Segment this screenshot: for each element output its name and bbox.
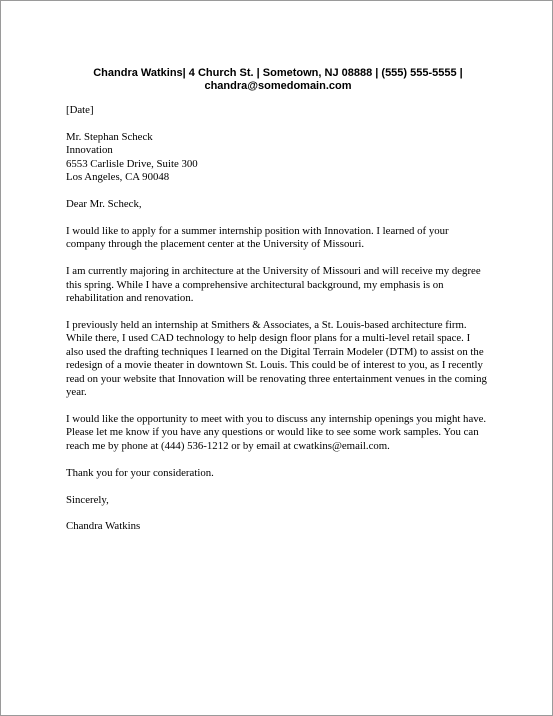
paragraph-contact [66,413,506,453]
paragraph-line: I am currently majoring in architecture at the University of Missouri and will receive my degree [66,265,481,278]
paragraph-line: I would like to apply for a summer internship position with Innovation. I learned of your [66,224,449,237]
salutation: Dear Mr. Scheck, [66,198,142,211]
paragraph-line: also used the drafting techniques I learned on the Digital Terrain Modeler (DTM) to assist on the [66,345,484,358]
thanks-line: Thank you for your consideration. [66,466,214,479]
paragraph-line: redesign of a movie theater in downtown St. Louis. This could be of interest to you, as I recently [66,359,483,372]
paragraph-intro [66,225,506,252]
paragraph-line: reach me by phone at (444) 536-1212 or by email at cwatkins@email.com. [66,439,390,452]
letterhead-email: chandra@somedomain.com [204,80,352,92]
paragraph-line: rehabilitation and renovation. [66,292,194,305]
paragraph-line: read on your website that Innovation will be renovating three entertainment venues in the coming [66,372,487,385]
paragraph-line: I previously held an internship at Smithers & Associates, a St. Louis-based architecture firm. [66,318,467,331]
letterhead-contact-line: Chandra Watkins| 4 Church St. | Sometown, NJ 08888 | (555) 555-5555 | [93,67,463,79]
paragraph-education [66,265,506,305]
date: [Date] [66,104,94,116]
paragraph-experience [66,319,506,399]
paragraph-line: While there, I used CAD technology to help design floor plans for a multi-level retail space. I [66,332,471,345]
recipient-name: Mr. Stephan Scheck [66,130,153,143]
paragraph-line: I would like the opportunity to meet with you to discuss any internship openings you might have. [66,412,487,425]
letter-body [66,104,506,547]
recipient-street: 6553 Carlisle Drive, Suite 300 [66,157,198,170]
paragraph-line: year. [66,386,87,398]
closing: Sincerely, [66,493,109,506]
paragraph-line: this spring. While I have a comprehensive architectural background, my emphasis is on [66,278,444,291]
recipient-company: Innovation [66,144,113,157]
letterhead [41,67,515,93]
recipient-city: Los Angeles, CA 90048 [66,171,170,184]
paragraph-line: company through the placement center at the University of Missouri. [66,238,365,251]
paragraph-line: Please let me know if you have any questions or would like to see some work samples. You can [66,426,479,439]
recipient-address [66,131,506,185]
signature-name: Chandra Watkins [66,520,141,533]
